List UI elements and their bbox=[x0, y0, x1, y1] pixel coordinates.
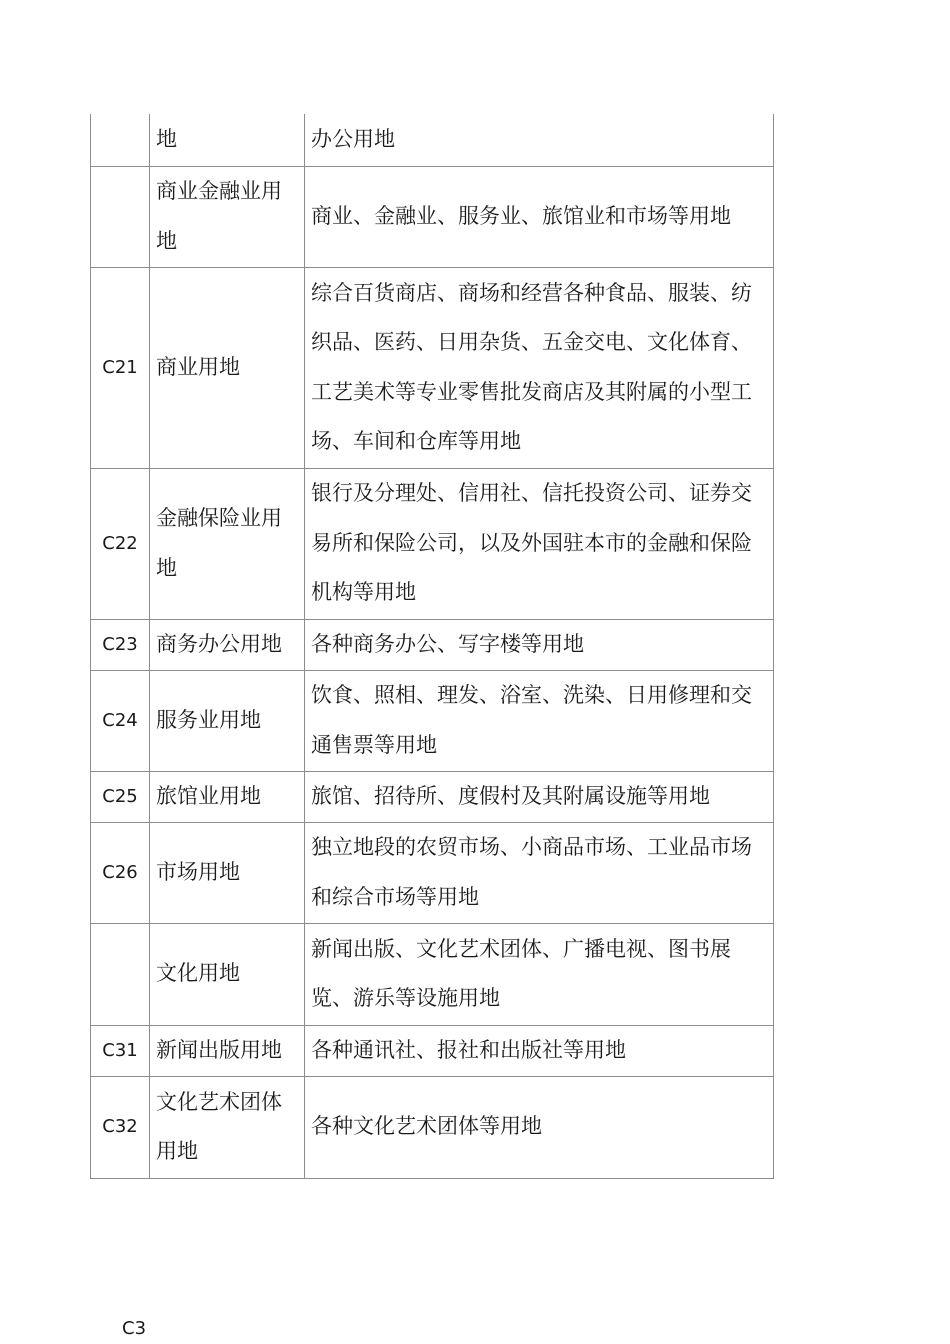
row-code bbox=[91, 923, 150, 1025]
table-row bbox=[91, 771, 774, 822]
row-code: C31 bbox=[91, 1025, 150, 1076]
row-code bbox=[91, 114, 150, 166]
page-footer-code: C3 bbox=[122, 1318, 147, 1339]
row-name: 文化艺术团体用地 bbox=[150, 1076, 305, 1178]
table-row bbox=[91, 468, 774, 619]
row-description: 各种通讯社、报社和出版社等用地 bbox=[305, 1025, 774, 1076]
row-description: 新闻出版、文化艺术团体、广播电视、图书展览、游乐等设施用地 bbox=[305, 923, 774, 1025]
table-row bbox=[91, 166, 774, 267]
row-code: C24 bbox=[91, 670, 150, 771]
row-name: 新闻出版用地 bbox=[150, 1025, 305, 1076]
row-code: C32 bbox=[91, 1076, 150, 1178]
row-code: C26 bbox=[91, 822, 150, 923]
table-row bbox=[91, 1076, 774, 1178]
row-description: 旅馆、招待所、度假村及其附属设施等用地 bbox=[305, 771, 774, 822]
table-row bbox=[91, 923, 774, 1025]
table-row bbox=[91, 822, 774, 923]
row-description: 各种文化艺术团体等用地 bbox=[305, 1076, 774, 1178]
table-row bbox=[91, 619, 774, 670]
row-name: 金融保险业用地 bbox=[150, 468, 305, 619]
row-code: C22 bbox=[91, 468, 150, 619]
row-description: 各种商务办公、写字楼等用地 bbox=[305, 619, 774, 670]
row-description: 办公用地 bbox=[305, 114, 774, 166]
row-code: C25 bbox=[91, 771, 150, 822]
row-name: 商务办公用地 bbox=[150, 619, 305, 670]
row-code bbox=[91, 166, 150, 267]
row-name: 市场用地 bbox=[150, 822, 305, 923]
row-description: 独立地段的农贸市场、小商品市场、工业品市场和综合市场等用地 bbox=[305, 822, 774, 923]
table-row bbox=[91, 670, 774, 771]
row-code: C23 bbox=[91, 619, 150, 670]
land-use-table bbox=[90, 114, 774, 1179]
row-name: 文化用地 bbox=[150, 923, 305, 1025]
table-row bbox=[91, 1025, 774, 1076]
row-description: 商业、金融业、服务业、旅馆业和市场等用地 bbox=[305, 166, 774, 267]
row-name: 地 bbox=[150, 114, 305, 166]
table-row bbox=[91, 114, 774, 166]
row-description: 饮食、照相、理发、浴室、洗染、日用修理和交通售票等用地 bbox=[305, 670, 774, 771]
table-row bbox=[91, 267, 774, 468]
row-description: 综合百货商店、商场和经营各种食品、服装、纺织品、医药、日用杂货、五金交电、文化体育、工艺美术等专业零售批发商店及其附属的小型工场、车间和仓库等用地 bbox=[305, 267, 774, 468]
row-name: 商业金融业用地 bbox=[150, 166, 305, 267]
row-name: 旅馆业用地 bbox=[150, 771, 305, 822]
row-name: 商业用地 bbox=[150, 267, 305, 468]
row-name: 服务业用地 bbox=[150, 670, 305, 771]
row-description: 银行及分理处、信用社、信托投资公司、证券交易所和保险公司，以及外国驻本市的金融和保险机构等用地 bbox=[305, 468, 774, 619]
row-code: C21 bbox=[91, 267, 150, 468]
